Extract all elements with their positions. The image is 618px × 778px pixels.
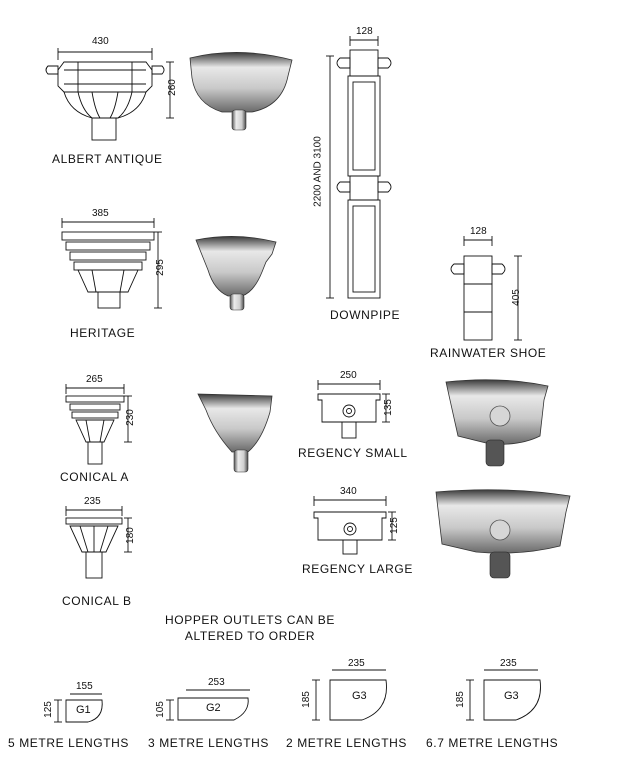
albert-antique-name: ALBERT ANTIQUE bbox=[52, 152, 163, 166]
albert-antique-width: 430 bbox=[92, 36, 109, 47]
hopper-note-line1: HOPPER OUTLETS CAN BE bbox=[165, 613, 335, 627]
conical-b-width: 235 bbox=[84, 496, 101, 507]
albert-antique-height: 260 bbox=[166, 79, 178, 96]
regency-small-drawing bbox=[318, 380, 390, 438]
gutter-2-height: 105 bbox=[154, 701, 166, 718]
heritage-width: 385 bbox=[92, 208, 109, 219]
rainwater-shoe-name: RAINWATER SHOE bbox=[430, 346, 547, 360]
albert-antique-drawing bbox=[46, 48, 174, 140]
regency-large-width: 340 bbox=[340, 486, 357, 497]
gutter-4-height: 185 bbox=[454, 691, 466, 708]
heritage-photo bbox=[196, 236, 276, 310]
gutter-1-caption: 5 METRE LENGTHS bbox=[8, 736, 130, 750]
heritage-drawing bbox=[62, 218, 162, 308]
regency-large-name: REGENCY LARGE bbox=[302, 562, 413, 576]
conical-a-width: 265 bbox=[86, 374, 103, 385]
gutter-3-width: 235 bbox=[348, 658, 365, 669]
gutter-1-height: 125 bbox=[42, 701, 54, 718]
gutter-3-height: 185 bbox=[300, 691, 312, 708]
regency-large-drawing bbox=[314, 496, 396, 554]
gutter-3-code: G3 bbox=[352, 690, 367, 702]
conical-b-name: CONICAL B bbox=[62, 594, 132, 608]
regency-small-name: REGENCY SMALL bbox=[298, 446, 408, 460]
regency-small-height: 135 bbox=[382, 399, 394, 416]
gutter-2-width: 253 bbox=[208, 677, 225, 688]
hopper-note-line2: ALTERED TO ORDER bbox=[184, 629, 316, 643]
hopper-note bbox=[150, 612, 350, 644]
gutter-1-width: 155 bbox=[76, 681, 93, 692]
rainwater-shoe-width: 128 bbox=[470, 226, 487, 237]
gutter-1-code: G1 bbox=[76, 704, 91, 716]
conical-a-name: CONICAL A bbox=[60, 470, 129, 484]
downpipe-drawing bbox=[326, 36, 391, 298]
gutter-4-caption: 6.7 METRE LENGTHS bbox=[426, 736, 559, 750]
regency-large-photo bbox=[436, 490, 570, 578]
conical-b-height: 180 bbox=[124, 527, 136, 544]
conical-b-drawing bbox=[66, 506, 132, 578]
rainwater-shoe-height: 405 bbox=[510, 289, 522, 306]
conical-a-height: 230 bbox=[124, 409, 136, 426]
gutter-2-caption: 3 METRE LENGTHS bbox=[148, 736, 270, 750]
gutter-4-code: G3 bbox=[504, 690, 519, 702]
gutter-g3-profile bbox=[312, 670, 387, 720]
heritage-height: 295 bbox=[154, 259, 166, 276]
regency-small-photo bbox=[446, 380, 548, 466]
gutter-3-caption: 2 METRE LENGTHS bbox=[286, 736, 408, 750]
downpipe-width: 128 bbox=[356, 26, 373, 37]
regency-small-width: 250 bbox=[340, 370, 357, 381]
albert-antique-photo bbox=[190, 52, 292, 130]
conical-a-drawing bbox=[66, 384, 132, 464]
regency-large-height: 125 bbox=[388, 517, 400, 534]
downpipe-name: DOWNPIPE bbox=[330, 308, 401, 322]
heritage-name: HERITAGE bbox=[70, 326, 136, 340]
downpipe-length: 2200 AND 3100 bbox=[312, 136, 324, 207]
gutter-4-width: 235 bbox=[500, 658, 517, 669]
conical-a-photo bbox=[198, 394, 272, 472]
gutter-2-code: G2 bbox=[206, 702, 221, 714]
